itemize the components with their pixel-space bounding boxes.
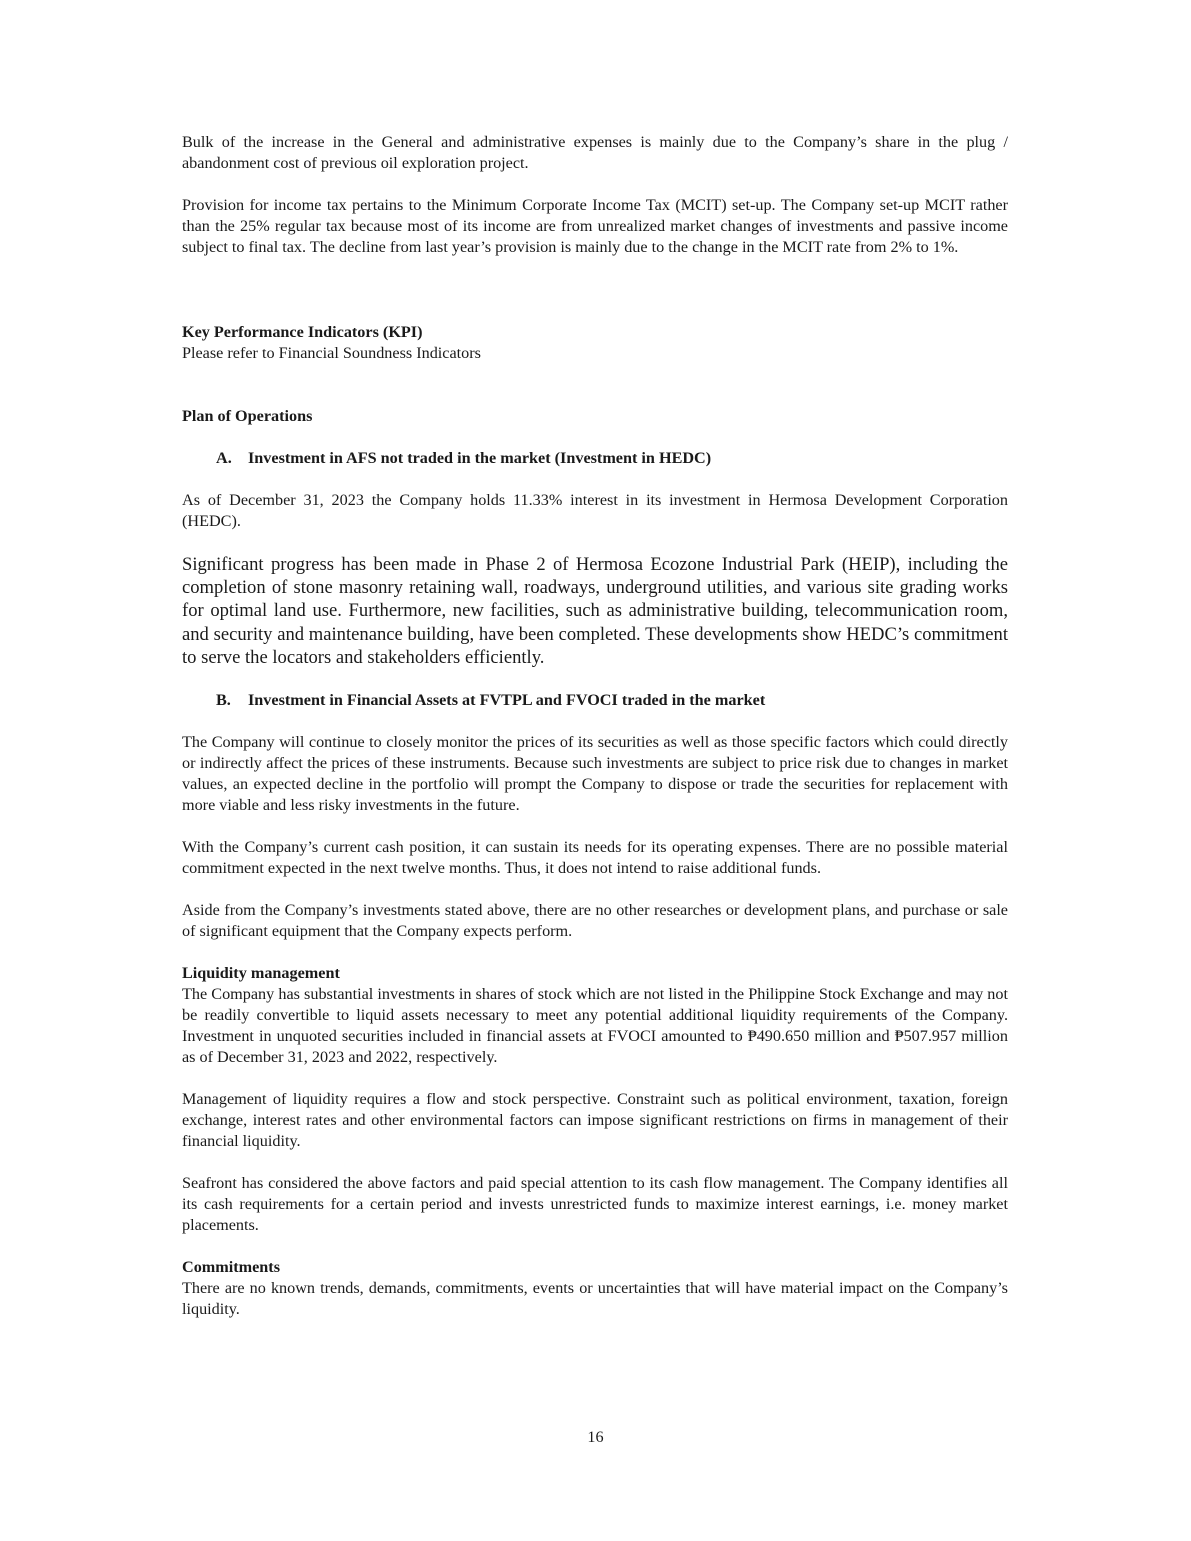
liquidity-heading: Liquidity management [182, 964, 340, 982]
income-tax-paragraph: Provision for income tax pertains to the Minimum Corporate Income Tax (MCIT) set-up. The Company set-up MCIT rather than the 25% regular tax because most of its income are from unrealized market changes of investments and passive income subject to final tax. The decline from last year’s provision is mainly due to the change in the MCIT rate from 2% to 1%. [182, 196, 1008, 256]
section-b-title: Investment in Financial Assets at FVTPL and FVOCI traded in the market [248, 691, 766, 709]
commitments-heading: Commitments [182, 1258, 281, 1276]
section-b-paragraph-1-block [182, 732, 1008, 816]
section-a-paragraph-2: Significant progress has been made in Phase 2 of Hermosa Ecozone Industrial Park (HEIP), including the completion of stone masonry retaining wall, roadways, underground utilities, and various site grading works for optimal land use. Furthermore, new facilities, such as administrative building, telecommunication room, and security and maintenance building, have been completed. These developments show HEDC’s commitment to serve the locators and stakeholders efficiently. [182, 554, 1008, 668]
ga-expenses-paragraph-block [182, 132, 1008, 174]
income-tax-paragraph-block [182, 195, 1008, 258]
plan-heading: Plan of Operations [182, 407, 313, 425]
liquidity-paragraph-2-block [182, 1089, 1008, 1152]
commitments-section [182, 1257, 1008, 1320]
liquidity-paragraph-2: Management of liquidity requires a flow and stock perspective. Constraint such as political environment, taxation, foreign exchange, interest rates and other environmental factors can impose significant restrictions on firms in management of their financial liquidity. [182, 1090, 1008, 1150]
section-a-letter: A. [216, 449, 232, 467]
section-b-paragraph-3: Aside from the Company’s investments stated above, there are no other researches or development plans, and purchase or sale of significant equipment that the Company expects perform. [182, 901, 1008, 940]
liquidity-paragraph-3: Seafront has considered the above factors and paid special attention to its cash flow management. The Company identifies all its cash requirements for a certain period and invests unrestricted funds to maximize interest earnings, i.e. money market placements. [182, 1174, 1008, 1234]
page-number: 16 [587, 1428, 604, 1446]
section-a-heading [216, 448, 711, 469]
ga-expenses-paragraph: Bulk of the increase in the General and administrative expenses is mainly due to the Company’s share in the plug / abandonment cost of previous oil exploration project. [182, 133, 1008, 172]
plan-heading-block [182, 406, 1008, 427]
commitments-text: There are no known trends, demands, commitments, events or uncertainties that will have material impact on the Company’s liquidity. [182, 1279, 1008, 1318]
section-a-title: Investment in AFS not traded in the market (Investment in HEDC) [248, 449, 712, 467]
liquidity-paragraph-3-block [182, 1173, 1008, 1236]
section-b-paragraph-2-block [182, 837, 1008, 879]
kpi-heading: Key Performance Indicators (KPI) [182, 323, 423, 341]
liquidity-paragraph-1: The Company has substantial investments in shares of stock which are not listed in the Philippine Stock Exchange and may not be readily convertible to liquid assets necessary to meet any potential additional liquidity requirements of the Company. Investment in unquoted securities included in financial assets at FVOCI amounted to ₱490.650 million and ₱507.957 million as of December 31, 2023 and 2022, respectively. [182, 985, 1008, 1066]
section-a-paragraph-1-block [182, 490, 1008, 532]
section-b-letter: B. [216, 691, 231, 709]
section-b-heading [216, 690, 765, 711]
kpi-section [182, 322, 1008, 364]
section-b-paragraph-3-block [182, 900, 1008, 942]
section-b-paragraph-2: With the Company’s current cash position, it can sustain its needs for its operating expenses. There are no possible material commitment expected in the next twelve months. Thus, it does not intend to raise additional funds. [182, 838, 1008, 877]
kpi-text: Please refer to Financial Soundness Indicators [182, 344, 481, 362]
section-a-paragraph-1: As of December 31, 2023 the Company holds 11.33% interest in its investment in Hermosa Development Corporation (HEDC). [182, 491, 1008, 530]
section-a-paragraph-2-block [182, 553, 1008, 669]
section-b-paragraph-1: The Company will continue to closely monitor the prices of its securities as well as those specific factors which could directly or indirectly affect the prices of these instruments. Because such investments are subject to price risk due to changes in market values, an expected decline in the portfolio will prompt the Company to dispose or trade the securities for replacement with more viable and less risky investments in the future. [182, 733, 1008, 814]
liquidity-section [182, 963, 1008, 1068]
